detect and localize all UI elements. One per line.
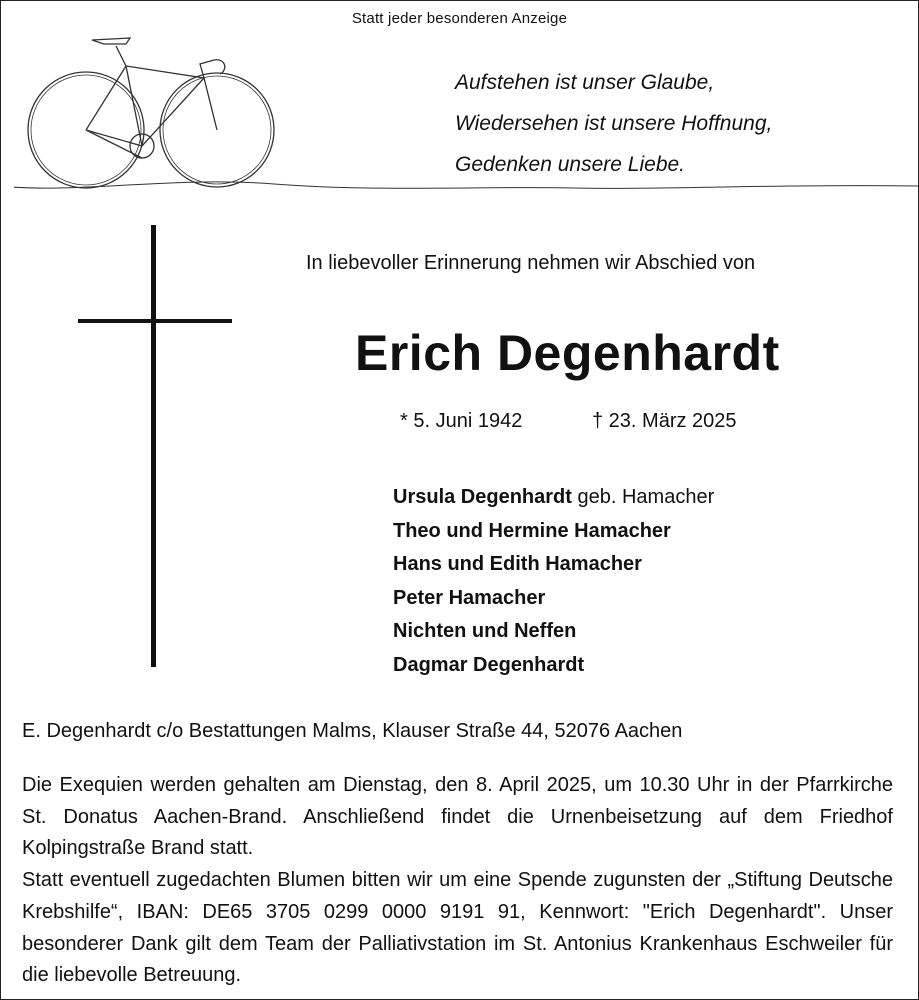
- death-date: † 23. März 2025: [592, 410, 737, 432]
- donation-paragraph: Statt eventuell zugedachten Blumen bitten wir um eine Spende zugunsten der „Stiftung Deutsche Krebshilfe“, IBAN: DE65 3705 0299 0000 9191 91, Kennwort: "Erich Degenhardt". Unser besonderer Dank gilt dem Team der Palliativstation im St. Antonius Krankenhaus Eschweiler für die liebevolle Betreuung.: [22, 869, 893, 987]
- top-note: Statt jeder besonderen Anzeige: [351, 10, 568, 27]
- motto-line: Gedenken unsere Liebe.: [455, 153, 686, 176]
- life-dates: [400, 410, 737, 433]
- cross-icon: [76, 225, 236, 670]
- intro-text: In liebevoller Erinnerung nehmen wir Abschied von: [306, 252, 756, 274]
- survivor-item: Theo und Hermine Hamacher: [393, 519, 671, 542]
- motto-line: Aufstehen ist unser Glaube,: [455, 71, 715, 94]
- survivors-list: [393, 481, 714, 682]
- funeral-paragraph: Die Exequien werden gehalten am Dienstag, den 8. April 2025, um 10.30 Uhr in der Pfarrkirche St. Donatus Aachen-Brand. Anschließend findet die Urnenbeisetzung auf dem Friedhof Kolpingstraße Brand statt.: [22, 774, 893, 860]
- survivor-item: Nichten und Neffen: [393, 620, 577, 642]
- service-details: [22, 770, 893, 992]
- survivor-item: Peter Hamacher: [393, 586, 546, 609]
- deceased-name: Erich Degenhardt: [355, 325, 780, 381]
- contact-address: E. Degenhardt c/o Bestattungen Malms, Klauser Straße 44, 52076 Aachen: [22, 720, 683, 742]
- motto-line: Wiedersehen ist unsere Hoffnung,: [455, 112, 773, 135]
- motto: [455, 62, 772, 185]
- birth-date: * 5. Juni 1942: [400, 410, 523, 432]
- survivor-item: Hans und Edith Hamacher: [393, 553, 642, 575]
- survivor-item: Dagmar Degenhardt: [393, 653, 585, 676]
- survivor-item: Ursula Degenhardt geb. Hamacher: [393, 486, 715, 508]
